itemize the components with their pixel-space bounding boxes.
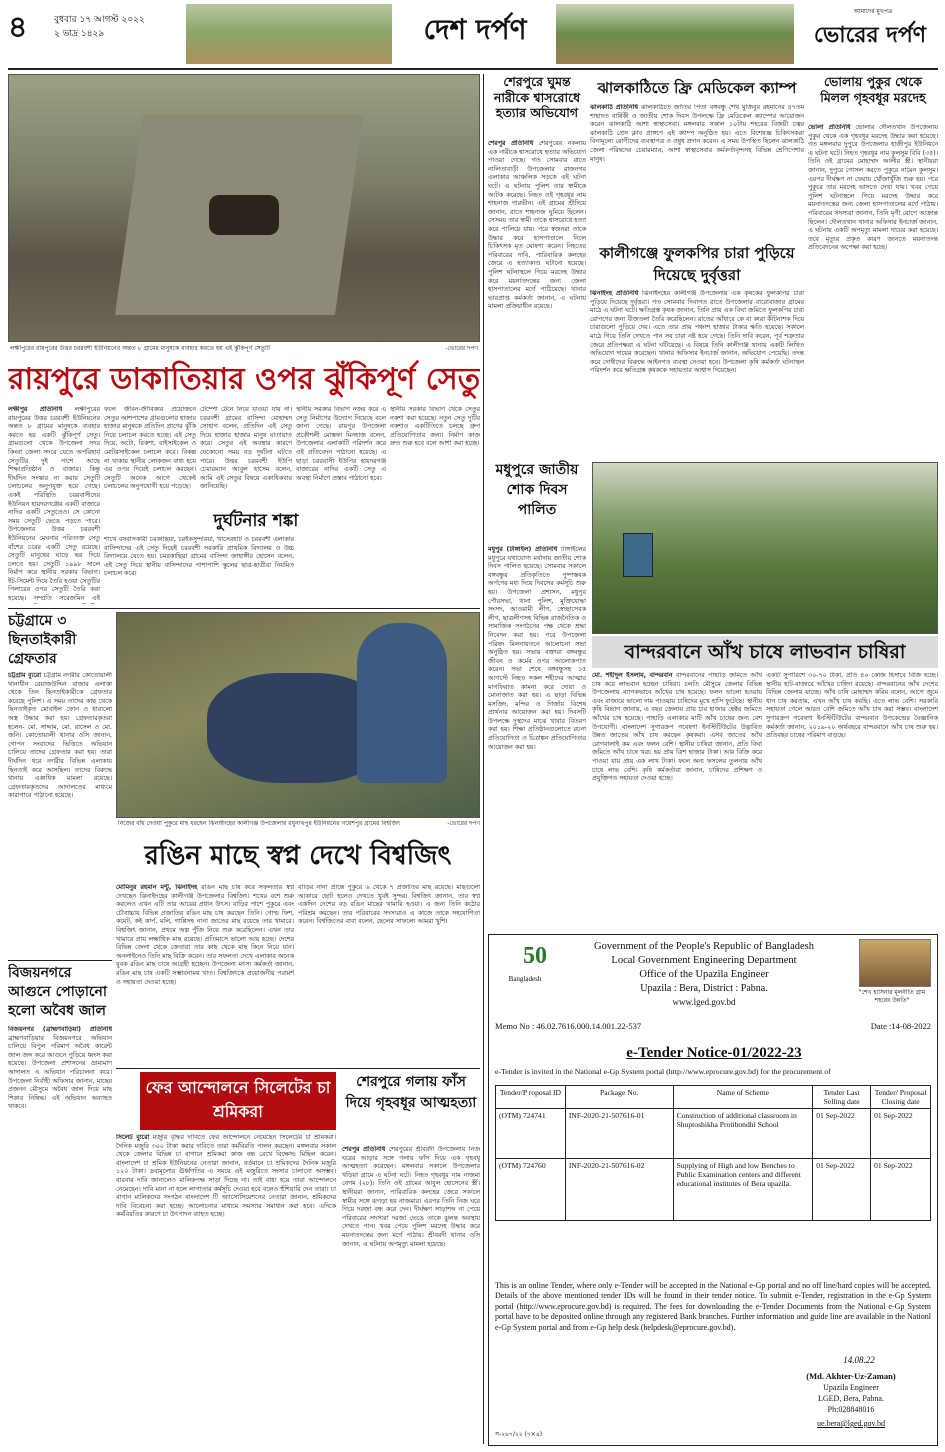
cell: Construction of additional classroom in Shuptoshikha Protibondhi School [673, 1109, 813, 1159]
raipur-col-4: স্থানীয় সরকার বিভাগ নজর করে এ সেতু নির্মাণের উদ্যোগ নিয়েছে বলে জানা গেছে। রায়পুর উপজেলা প্রকৌশলী মোস্তফা মিনহাজ বলেন, উপজেলার এলাকাটি পরিদর্শন করে ওই প্রতিবেদন পাঠানো হয়েছে। এ ছাড়া চররবাসী ইউপির হায়দরগঞ্জ বাজারের নাদির একটি সেতু এ অবস্থা নির্মাণে প্রস্তাব পাঠানো হবে। [296, 406, 386, 482]
raipur-subhead: দুর্ঘটনার শঙ্কা [213, 511, 299, 531]
raipur-body: লক্ষীপুরের রায়পুরের উত্তর চররবশী ইউনিয়নের অন্তত ৮ গ্রামের মানুষকে ব্যবহার করতে হয় একটি ঝুঁকিপূর্ণ সেতু। গ্রামগুলো থেকে উপজেলা সদর কিংবা জেলা সদরে যেতে অপরিহার্য সেতুটির দুই পাশে আছে শিক্ষাপ্রতিষ্ঠান ও বাজার। কিন্তু দীর্ঘদিন সংস্কার না করায় সেতুটি চলাচলের অনুপযুক্ত হয়ে গেছে। একই পরিস্থিতি চররবাসীদের ইউনিয়ন হায়দরগঞ্জের একটি বাজারে নাদির একটি সেতুতেও। সে কোনো সময় সেতুটি ভেঙে পড়তে পারে। উপজেলার উত্তর চররবশী ইউনিয়নের মেঘনার পরিত্যক্ত সেতু বাঁশের চরের একটি সেতু রয়েছে। সেতুটি মানুষের ঘাড়ে ভর দিয়ে চলতে হয়। সেতুটি ১৯৯৮ সালে নির্মাণ করে স্থানীয় সরকার বিভাগ। ইট-সিমেন্ট দিয়ে তৈরি হওয়া সেতুটির পিলারের ওপর সেতুটি তৈরি করা হয়েছে। সম্প্রতি সরেজমিন এই [8, 406, 100, 603]
tender-memo: Memo No : 46.02.7616.000.14.001.22-537 [495, 1021, 642, 1031]
brand-tag: আমাদের মুখপত্র [853, 8, 893, 15]
bhola-body: ভোলার দৌলতখান উপজেলায় পুকুর থেকে এক গৃহবধূর মরদেহ উদ্ধার করা হয়েছে। গত মঙ্গলবার দুপুরে উপজেলার হাজীপুর ইউনিয়নে এ ঘটনা ঘটে। নিহত গৃহবধূর নাম কুলসুম বিবি (৩৫)। তিনি ওই গ্রামের মোহাম্মদ আলীর স্ত্রী। স্থানীয়রা জানান, দুপুরে গোসল করতে পুকুরে নামেন কুলসুম। এরপর দীর্ঘক্ষণ না ফেরায় খোঁজাখুঁজি শুরু হয়। পরে পুকুরে তার মরদেহ ভাসতে দেখা যায়। খবর পেয়ে পুলিশ ঘটনাস্থলে গিয়ে মরদেহ উদ্ধার করে ময়নাতদন্তের জন্য জেলা হাসপাতালের মর্গে পাঠায়। পরিবারের সদস্যরা জানান, তিনি মৃগী রোগে আক্রান্ত ছিলেন। দৌলতখান থানার অফিসার ইনচার্জ জানান, এ ঘটনায় একটি অপমৃত্যু মামলা দায়ের করা হয়েছে। তবে মৃত্যুর প্রকৃত কারণ জানতে ময়নাতদন্ত প্রতিবেদনের অপেক্ষা করা হচ্ছে। [808, 124, 938, 252]
date-line-1: বুধবার ১৭ আগস্ট ২০২২ [54, 15, 145, 25]
cell: 01 Sep-2022 [871, 1159, 931, 1221]
bhola-text [808, 124, 938, 494]
fish-photo-credit: -ভোরের দর্পণ [447, 820, 480, 827]
masthead-photo-right [556, 4, 794, 64]
sugarcane-headline-box [592, 636, 938, 668]
bijoynagar-body: ব্রাহ্মণবাড়িয়ার বিজয়নগরে অভিযান চালিয়ে বিপুল পরিমাণ অবৈধ কারেন্ট জাল জব্দ করে আগুনে পুড়িয়ে ধ্বংস করা হয়েছে। উপজেলা প্রশাসনের ভ্রাম্যমাণ আদালত এ অভিযান পরিচালনা করে। উপজেলা নির্বাহী অফিসার জানান, মাছের প্রজনন মৌসুমে অবৈধ জাল দিয়ে মাছ শিকার নিষিদ্ধ। এই অভিযান অব্যাহত থাকবে। [8, 1034, 112, 1111]
tender-title: e-Tender Notice-01/2022-23 [626, 1045, 802, 1061]
fish-photo [116, 612, 480, 818]
cell: (OTM) 724741 [496, 1109, 566, 1159]
col-selling: Tender Last Selling date [813, 1086, 871, 1109]
sylhet-headline: ফের আন্দোলনে সিলেটের চা শ্রমিকরা [145, 1078, 331, 1121]
gd-number: স-২৬৭/২২ (৭×৪) [495, 1431, 543, 1438]
chattogram-text [8, 672, 112, 958]
signer-title: Upazila Engineer [823, 1383, 879, 1392]
col-package: Package No. [565, 1086, 673, 1109]
table-row [496, 1109, 931, 1159]
table-row [496, 1159, 931, 1221]
portrait [859, 939, 931, 987]
tender-notice [488, 934, 938, 1446]
section-title: দেশ দর্পণ [423, 13, 527, 46]
chattogram-body: চট্টগ্রাম নগরীর কোতোয়ালী থানাধীন রেয়াজউদ্দিন বাজার এলাকা থেকে তিন ছিনতাইকারীকে গ্রেফতার করেছে পুলিশ। এ সময় তাদের কাছ থেকে ছিনতাইকৃত মোবাইল ফোন ও ধারালো অস্ত্র উদ্ধার করা হয়। গ্রেফতারকৃতরা হলেন- মো. সাদ্দাম, মো. রাসেল ও মো. জনি। কোতোয়ালী থানার ওসি জানান, গোপন সংবাদের ভিত্তিতে অভিযান চালিয়ে তাদের গ্রেফতার করা হয়। তারা দীর্ঘদিন ধরে নগরীর বিভিন্ন এলাকায় ছিনতাই করে আসছিল। তাদের বিরুদ্ধে থানায় একাধিক মামলা রয়েছে। গ্রেফতারকৃতদের আদালতের মাধ্যমে কারাগারে পাঠানো হয়েছে। [8, 672, 112, 800]
bijoynagar-text [8, 1026, 112, 1446]
rangin-headline: রঙিন মাছে স্বপ্ন দেখে বিশ্বজিৎ [144, 841, 452, 871]
sugarcane-col-2: একটি সুপারিশে ৩০-৭০ টাকা, প্রতি ৪০ কেজি হিসাবে বিক্রি হচ্ছে। স্থানীয় হাট-বাজারে আঁখের চাহিদা রয়েছে। বান্দরবানের আঁখ দেশের বিভিন্ন জেলায় যাচ্ছে। আঁখ চাষি মোহাম্মদ করিম বলেন, আগে জুমে ধান চাষ করতাম, এখন আঁখ চাষ করছি। এতে লাভ বেশি। সরকারি সহায়তা পেলে আরও বেশি জমিতে আঁখ চাষ করা সম্ভব। বাংলাদেশ সুগারক্রপ গবেষণা ইনস্টিটিউটের বান্দরবান উপকেন্দ্রের বৈজ্ঞানিক কর্মকর্তা জানান, ২০১৯-২০ অর্থবছরে বান্দরবানে আঁখ চাষ শুরু হয়। প্রতিবছর চাষের পরিমাণ বাড়ছে। [766, 672, 938, 740]
chattogram-headline: চট্টগ্রামে ৩ ছিনতাইকারী গ্রেফতার [8, 613, 77, 667]
cell: (OTM) 724760 [496, 1159, 566, 1221]
sherpur1-headline: শেরপুরে ঘুমন্ত নারীকে শ্বাসরোধে হত্যার অভিযোগ [493, 74, 581, 120]
sherpur2-byline: শেরপুর প্রতিনিধি [342, 1146, 386, 1153]
sugarcane-byline: মো. শহীদুল ইসলাম, বান্দরবান [592, 672, 673, 679]
bangladesh-50-logo [495, 941, 555, 995]
bridge-hole-shape [209, 195, 279, 235]
col-closing: Tender/ Proposal Closing date [871, 1086, 931, 1109]
tender-date: Date :14-08-2022 [870, 1021, 931, 1031]
signer-phone: Ph:028848016 [827, 1405, 875, 1414]
raipur-col-1 [8, 406, 100, 604]
bridge-photo [8, 74, 480, 342]
kaliganj-text [590, 290, 804, 458]
cell: 01 Sep-2022 [813, 1159, 871, 1221]
rangin-body: রঙিন মাছ চাষ করে সফলতার স্বপ্ন দেখছেন ঝিনাইদহের কালীগঞ্জ উপজেলার বিশ্বজিৎ। শখের বশে শুরু করলেও এখন এটি তার আয়ের প্রধান উৎস। বাড়ির পাশে পুকুরে এবং চৌবাচ্চায় বিভিন্ন প্রজাতির রঙিন মাছ চাষ করছেন তিনি। গোল্ড ফিশ, কমেট, কই কার্প, মলি, গাপ্পিসহ নানা জাতের মাছ রয়েছে তার খামারে। বিশ্বজিৎ জানান, প্রথমে অল্প পুঁজি নিয়ে শুরু করেছিলেন। এখন তার খামারে প্রায় লক্ষাধিক মাছ রয়েছে। প্রতিমাসে ভালো আয় হচ্ছে। দেশের বিভিন্ন জেলা থেকে ক্রেতারা তার কাছ থেকে মাছ কিনে নিয়ে যান। অনলাইনেও তিনি মাছ বিক্রি করেন। তার সফলতা দেখে এলাকার অনেক যুবক রঙিন মাছ চাষে আগ্রহী হচ্ছেন। উপজেলা মৎস্য কর্মকর্তা জানান, রঙিন মাছ চাষ একটি সম্ভাবনাময় খাত। বিশ্বজিৎকে প্রয়োজনীয় পরামর্শ ও সহায়তা দেওয়া হচ্ছে। [116, 884, 294, 986]
madhupur-byline: মধুপুর (টাঙ্গাইল) প্রতিনিধি [488, 546, 558, 553]
col-tender-id: Tender/P roposal ID [496, 1086, 566, 1109]
sherpur1-text [488, 140, 586, 440]
sylhet-headline-box [140, 1072, 336, 1130]
kaliganj-headline: কালীগঞ্জে ফুলকপির চারা পুড়িয়ে দিয়েছে দুর্বৃত্তরা [599, 244, 795, 284]
madhupur-body: টাঙ্গাইলের মধুপুরে যথাযোগ্য মর্যাদায় জাতীয় শোক দিবস পালিত হয়েছে। সোমবার সকালে বঙ্গবন্ধুর প্রতিকৃতিতে পুষ্পস্তবক অর্পণের মধ্য দিয়ে দিবসের কর্মসূচি শুরু হয়। উপজেলা প্রশাসন, মধুপুর পৌরসভা, থানা পুলিশ, মুক্তিযোদ্ধা সংসদ, আওয়ামী লীগ, স্বেচ্ছাসেবক লীগ, ছাত্রলীগসহ বিভিন্ন রাজনৈতিক ও সামাজিক সংগঠনের পক্ষ থেকে শ্রদ্ধা নিবেদন করা হয়। পরে উপজেলা পরিষদ মিলনায়তনে আলোচনা সভা অনুষ্ঠিত হয়। সভায় বক্তারা বঙ্গবন্ধুর জীবন ও কর্মের ওপর আলোকপাত করেন। সভা শেষে বঙ্গবন্ধুসহ ১৫ আগস্টে নিহত সকল শহীদের আত্মার মাগফিরাত কামনা করে দোয়া ও মোনাজাত করা হয়। এ ছাড়া বিভিন্ন মসজিদ, মন্দির ও গির্জায় বিশেষ প্রার্থনার আয়োজন করা হয়। দিবসটি উপলক্ষে দুস্থদের মাঝে খাবার বিতরণ করা হয়। শিক্ষা প্রতিষ্ঠানগুলোতে রচনা প্রতিযোগিতা ও চিত্রাঙ্কন প্রতিযোগিতার আয়োজন করা হয়। [488, 546, 586, 751]
masthead-photo-left [186, 4, 392, 64]
logo-text: Bangladesh [508, 975, 542, 983]
signature: 14.08.22 [843, 1355, 875, 1365]
sherpur2-headline: শেরপুরে গলায় ফাঁস দিয়ে গৃহবধূর আত্মহত্যা [345, 1074, 477, 1111]
bijoynagar-headline: বিজয়নগরে আগুনে পোড়ানো হলো অবৈধ জাল [8, 965, 107, 1019]
raipur-subhead-body: শাখে বসবাসকারী চরকাছিয়া, চরইকসুন্দরিয়া, খাসেরহাট ও চররবশী এলাকার বাসিন্দাদের এই সেতু দিয়েই চররবশী সরকারি প্রাথমিক বিদ্যালয় ও উচ্চ বিদ্যালয়ে যেতে হয়। চমরকাছিয়া গ্রামের বাসিন্দা জাহাঙ্গীর হোসেন বলেন, এই সেতু দিয়ে স্থানীয় বাসিন্দাদের পাশাপাশি স্কুলের ছাত্র-ছাত্রীরা নিয়মিত চলাচল করে। [104, 536, 294, 578]
madhupur-text [488, 546, 586, 928]
medical-body: ঝালকাঠিতে জাতির পিতা বঙ্গবন্ধু শেখ মুজিবুর রহমানের ৪৭তম শাহাদত বার্ষিকী ও জাতীয় শোক দিবস উপলক্ষে ফ্রি মেডিকেল ক্যাম্পের আয়োজন করেন ঝালকাঠি আশা স্বাস্থ্যসেবা। মঙ্গলবার সকাল ১০টায় শহরের বিজয়ী চত্বর ঝালকাঠি প্রেস ক্লাব প্রাঙ্গণে এই ক্যাম্প অনুষ্ঠিত হয়। এতে বিশেষজ্ঞ চিকিৎসকরা বিনামূল্যে রোগীদের ব্যবস্থাপত্র ও ওষুধ প্রদান করেন। এ সময় উপস্থিত ছিলেন ঝালকাঠি জেলা পরিষদের চেয়ারম্যান, আশা স্বাস্থ্যসেবার কর্মকর্তাবৃন্দসহ বিভিন্ন শ্রেণিপেশার মানুষ। [590, 104, 804, 163]
bijoynagar-byline: বিজয়নগর (ব্রাহ্মণবাড়িয়া) প্রতিনিধি [8, 1026, 112, 1033]
tender-website[interactable]: www.lged.gov.bd [672, 997, 736, 1007]
sylhet-text [116, 1134, 336, 1446]
signer-office: LGED, Bera, Pabna. [818, 1394, 884, 1403]
raipur-col-2: ফলে জীবন-জীবিকার প্রয়োজনে সেতুর আশপাশের গ্রামগুলোর হাজার হাজার মানুষকে প্রতিদিন প্রাণের ঝুঁকি নিয়ে চলাচল করতে হচ্ছে। এই সেতু দিয়ে, অটো, রিকশা, বাইসাইকেল ও মোটরসাইকেল চলাচল করে। বিকল্প না থাকায় স্থানীয় লোকজন বাধ্য হয়ে এর ওপর দিয়েই চলাচল করছেন। সেতুটি অনেক আগে থেকেই চলাচলের অনুপযোগী হয়ে পড়েছে। [104, 406, 196, 491]
medical-headline: ঝালকাঠিতে ফ্রি মেডিকেল ক্যাম্প [597, 79, 797, 97]
portrait-caption: "শেখ হাসিনার মূলনীতি গ্রাম শহরের উন্নতি" [858, 989, 926, 1004]
bhola-headline: ভোলায় পুকুর থেকে মিলল গৃহবধূর মরদেহ [820, 74, 926, 105]
sugarcane-col-1 [592, 672, 762, 928]
sylhet-byline: সিলেট ব্যুরো [116, 1134, 150, 1141]
tender-footer: This is an online Tender, where only e-Tender will be accepted in the National e-Gp portal and no off line/hard copies will be accepted. Details of the above mentioned tender IDs will be found in their tender notice. To submit e-Tender, registration in the e-Gp System portal (http://www.eprocure.gov.bd) is required. The fees for downloading the e-Tender Documents from the National e-Gp System portal have to be deposited online through any registered Bank branches. Further information and guide line are available in the Nationl e-Gp System portal and from e-Gp help desk (helpdesk@eprocure.gov.bd). [495, 1281, 931, 1332]
masthead [0, 0, 945, 72]
cell: INF-2020-21-507616-01 [565, 1109, 673, 1159]
date-line-2: ২ ভাদ্র ১৪২৯ [54, 29, 105, 39]
sugarcane-body: বান্দরবানের পাহাড়ি জমিতে আঁখ চাষ করে লাভবান হচ্ছেন চাষিরা। চলতি মৌসুমে জেলার বিভিন্ন উপজেলায় ব্যাপকভাবে আঁখের চাষ হয়েছে। ফলন ভালো হওয়ায় এবং বাজারে ভালো দাম পাওয়ায় চাষিদের মুখে হাসি ফুটেছে। স্থানীয় কৃষি বিভাগ জানায়, এ বছর জেলায় প্রায় চার হাজার হেক্টর জমিতে আঁখের চাষ হয়েছে। পাহাড়ি এলাকার মাটি আঁখ চাষের জন্য বেশ উপযোগী। বাংলাদেশ সুগারক্রপ গবেষণা ইনস্টিটিউটের উদ্ভাবিত উন্নত জাতের আঁখ চাষ করছেন কৃষকরা। এসব জাতের আঁখ রোগবালাই কম এবং ফলন বেশি। স্থানীয় চাষিরা জানান, প্রতি বিঘা জমিতে আঁখ চাষে খরচ হয় প্রায় ত্রিশ হাজার টাকা। আর বিক্রি করে পাওয়া যায় প্রায় এক লাখ টাকা। ফলে অন্য ফসলের তুলনায় আঁখ চাষে লাভ বেশি। কৃষি কর্মকর্তারা জানান, চাষিদের প্রশিক্ষণ ও প্রযুক্তিগত সহায়তা দেওয়া হচ্ছে। [592, 672, 762, 783]
bridge-photo-caption: লক্ষীপুরের রায়পুরের উত্তর চররবশী ইউনিয়নের অন্তত ৮ গ্রামের মানুষকে ব্যবহার করতে হয় এই ঝুঁকিপূর্ণ সেতুটি [10, 345, 271, 352]
page-number: ৪ [8, 10, 28, 45]
tender-table-header [496, 1086, 931, 1109]
fish-person-shape [357, 623, 447, 783]
raipur-headline: রায়পুরে ডাকাতিয়ার ওপর ঝুঁকিপূর্ণ সেতু [8, 362, 480, 397]
sugarcane-sign-shape [623, 533, 653, 577]
medical-text [590, 104, 804, 238]
kaliganj-byline: ঝিনাইদহ প্রতিনিধি [590, 290, 639, 297]
rangin-byline: মোমিনুর রহমান মন্টু, ঝিনাইদহ [116, 884, 198, 891]
sugarcane-photo [592, 462, 938, 634]
tender-table [495, 1085, 931, 1221]
bridge-photo-credit: -ভোরের দর্পণ [445, 345, 478, 352]
tender-header-1: Government of the People's Republic of Bangladesh [593, 941, 814, 952]
kaliganj-body: ঝিনাইদহের কালীগঞ্জ উপজেলায় এক কৃষকের ফুলকপির চারা পুড়িয়ে দিয়েছে দুর্বৃত্তরা। গত সোমবার দিবাগত রাতে উপজেলার বারোবাজার গ্রামের মাঠে এ ঘটনা ঘটে। ক্ষতিগ্রস্ত কৃষক জানান, তিনি প্রায় এক বিঘা জমিতে ফুলকপির চারা রোপণের জন্য বীজতলা তৈরি করেছিলেন। রাতের আঁধারে কে বা কারা কীটনাশক দিয়ে চারাগুলো পুড়িয়ে দেয়। এতে তার প্রায় পঞ্চাশ হাজার টাকার ক্ষতি হয়েছে। সকালে মাঠে গিয়ে তিনি দেখতে পান সব চারা নষ্ট হয়ে গেছে। তিনি দাবি করেন, পূর্ব শত্রুতার জেরে প্রতিপক্ষরা এ ঘটনা ঘটিয়েছে। এ বিষয়ে তিনি কালীগঞ্জ থানায় একটি লিখিত অভিযোগ দায়ের করেছেন। থানার অফিসার ইনচার্জ জানান, অভিযোগ পেয়েছি। তদন্ত করে দোষীদের বিরুদ্ধে আইনগত ব্যবস্থা নেওয়া হবে। উপজেলা কৃষি কর্মকর্তা ঘটনাস্থল পরিদর্শন করে ক্ষতিগ্রস্ত কৃষককে সহায়তার আশ্বাস দিয়েছেন। [590, 290, 804, 375]
medical-byline: ঝালকাঠি প্রতিনিধি [590, 104, 638, 111]
sherpur1-byline: শেরপুর প্রতিনিধি [488, 140, 534, 147]
rangin-col-1 [116, 884, 294, 1066]
signer-email[interactable]: ue.bera@lged.gov.bd [817, 1419, 885, 1428]
tender-header-4: Upazila : Bera, District : Pabna. [640, 983, 768, 994]
bhola-byline: ভোলা প্রতিনিধি [808, 124, 851, 131]
brand-logo: ভোরের দর্পণ [813, 23, 927, 48]
cell: 01 Sep-2022 [871, 1109, 931, 1159]
tender-header-3: Office of the Upazila Engineer [639, 969, 769, 980]
raipur-byline: লক্ষীপুর প্রতিনিধি [8, 406, 63, 413]
fish-photo-caption: নিজের বাঁধ দেওয়া পুকুরে মাছ ধরছেন ঝিনাইদহের কালীগঞ্জ উপজেলার রঘুনাথপুর ইউনিয়নের গয়েশপুর গ্রামের বিশ্বজিৎ [118, 820, 401, 827]
sherpur1-body: শেরপুরের নকলায় এক নারীকে শ্বাসরোধে হত্যার অভিযোগ পাওয়া গেছে। গত সোমবার রাতে নালিতাবাড়ী উপজেলার রাজনগর এলাকার আঞ্চলিক সড়কে এই ঘটনা ঘটে। এ ঘটনায় পুলিশ তার স্বামীকে আটক করেছে। নিহত ওই গৃহবধূর নাম শাহনাজ পারভীন। এই গ্রামের শ্রীদিয়ে জানান, রাতে শাহনাজ ঘুমিয়ে ছিলেন। সেসময় তার স্বামী তাকে শ্বাসরোধে হত্যা করে পালিয়ে যায়। পরে স্বজনরা তাকে উদ্ধার করে হাসপাতালে নিলে চিকিৎসক মৃত ঘোষণা করেন। নিহতের পরিবারের দাবি, পারিবারিক কলহের জেরে এ হত্যাকাণ্ড ঘটানো হয়েছে। পুলিশ ঘটনাস্থলে গিয়ে মরদেহ উদ্ধার করে ময়নাতদন্তের জন্য জেলা হাসপাতালের মর্গে পাঠিয়েছে। থানার ভারপ্রাপ্ত কর্মকর্তা জানান, এ ঘটনায় মামলা প্রক্রিয়াধীন রয়েছে। [488, 140, 586, 311]
sugarcane-headline: বান্দরবানে আঁখ চাষে লাভবান চাষিরা [624, 641, 906, 663]
cell: INF-2020-21-507616-02 [565, 1159, 673, 1221]
logo-number: 50 [523, 943, 547, 969]
cell: 01 Sep-2022 [813, 1109, 871, 1159]
tender-intro: e-Tender is invited in the National e-Gp System portal (http://www.eprocure.gov.bd) for the procurement of [495, 1067, 831, 1076]
tender-header-2: Local Government Engineering Department [611, 955, 797, 966]
sherpur2-text [342, 1146, 480, 1446]
rangin-col-2: বাড়ির নানা প্রান্তে পুকুরে ৬ থেকে ৭ প্রজাতির মাছ রয়েছে। মাছগুলো আকারে ছোট হলেও দেখতে খুবই সুন্দর। বিশ্বজিৎ জানান, তার স্বপ্ন একদিন দেশের বড় রঙিন মাছের খামারি হওয়া। এ জন্য তিনি কঠোর পরিশ্রম করছেন। তার পরিবারের সদস্যরাও এ কাজে তাকে সহযোগিতা করেন। বিশ্বজিতের বাবা বলেন, ছেলের সাফল্যে আমরা খুশি। [298, 884, 480, 926]
raipur-col-3: টেম্পো টেনে নিয়ে যাওয়া যায় না। চররবশী গ্রামের বাসিন্দা মোহাম্মদ সোহাগ বলেন, প্রতিদিন এই সেতু দিয়ে হাজার হাজার মানুষ যাতায়াত করে। সেতুর এই অবস্থার কারণে যেকোনো সময় বড় দুর্ঘটনা ঘটতে পারে। উত্তর চররবশী ইউপি চেয়ারম্যান আবুল হাসেম বলেন, আমি এই সেতুর বিষয়ে একাধিকবার জানিয়েছি। [200, 406, 292, 491]
chattogram-byline: চট্টগ্রাম ব্যুরো [8, 672, 42, 679]
sherpur2-body: শেরপুরের শ্রীবরদী উপজেলায় নিজ ঘরের আড়ার সঙ্গে গলায় ফাঁস দিয়ে এক গৃহবধূ আত্মহত্যা করেছেন। মঙ্গলবার সকালে উপজেলার খড়িয়া গ্রামে এ ঘটনা ঘটে। নিহত গৃহবধূর নাম নাজমা বেগম (২৮)। তিনি ওই গ্রামের আবুল হোসেনের স্ত্রী। স্থানীয়রা জানান, পারিবারিক কলহের জেরে সকালে স্বামীর সঙ্গে ঝগড়া হয় নাজমার। এরপর তিনি নিজ ঘরে গিয়ে দরজা বন্ধ করে দেন। দীর্ঘক্ষণ সাড়াশব্দ না পেয়ে পরিবারের সদস্যরা দরজা ভেঙে তাকে ঝুলন্ত অবস্থায় দেখতে পান। খবর পেয়ে পুলিশ মরদেহ উদ্ধার করে ময়নাতদন্তের জন্য মর্গে পাঠায়। শ্রীবরদী থানার ওসি জানান, এ ঘটনায় অপমৃত্যু মামলা হয়েছে। [342, 1146, 480, 1248]
raipur-col-5: স্থানীয় সরকার বিভাগ থেকে সেতুর নকশা করা হয়েছে। নতুন সেতু দুটির নকশাও একটিতিতে চলছে গ্রুপ প্রতিযোগিতার জন্য। নির্মাণ কাজ দ্রুত শুরু হবে বলে আশা করা হচ্ছে। [390, 406, 480, 448]
cell: Supplying of High and low Benches to Public Examination centers and different educational institutes of Bera upazila. [673, 1159, 813, 1221]
sylhet-body: মজুরি বৃদ্ধির দাবিতে ফের আন্দোলনে নেমেছেন সিলেটের চা শ্রমিকরা। দৈনিক মজুরি ৩০০ টাকা করার দাবিতে তারা কর্মবিরতি পালন করছেন। মঙ্গলবার সকাল থেকে জেলার বিভিন্ন চা বাগানে শ্রমিকরা কাজ বন্ধ রেখে বিক্ষোভ মিছিল করেন। বাংলাদেশ চা শ্রমিক ইউনিয়নের নেতারা জানান, বর্তমানে চা শ্রমিকদের দৈনিক মজুরি ১২০ টাকা। দ্রব্যমূল্যের ঊর্ধ্বগতির এ সময়ে এই মজুরিতে সংসার চালানো অসম্ভব। বারবার দাবি জানালেও মালিকপক্ষ সাড়া দিচ্ছে না। তাই বাধ্য হয়ে তারা আন্দোলনে নেমেছেন। দাবি মানা না হলে লাগাতার কর্মসূচি দেওয়া হবে বলেও হুঁশিয়ারি দেন তারা। চা বাগান মালিকদের সংগঠন বাংলাদেশ টি অ্যাসোসিয়েশনের নেতারা জানান, শ্রমিকদের দাবি বিবেচনা করা হচ্ছে। আলোচনার মাধ্যমে সমস্যার সমাধান করা হবে। এদিকে কর্মবিরতির কারণে চা উৎপাদন ব্যাহত হচ্ছে। [116, 1134, 336, 1219]
madhupur-headline: মধুপুরে জাতীয় শোক দিবস পালিত [495, 462, 579, 518]
col-scheme: Name of Scheme [673, 1086, 813, 1109]
signer-name: (Md. Akhter-Uz-Zaman) [806, 1371, 896, 1381]
